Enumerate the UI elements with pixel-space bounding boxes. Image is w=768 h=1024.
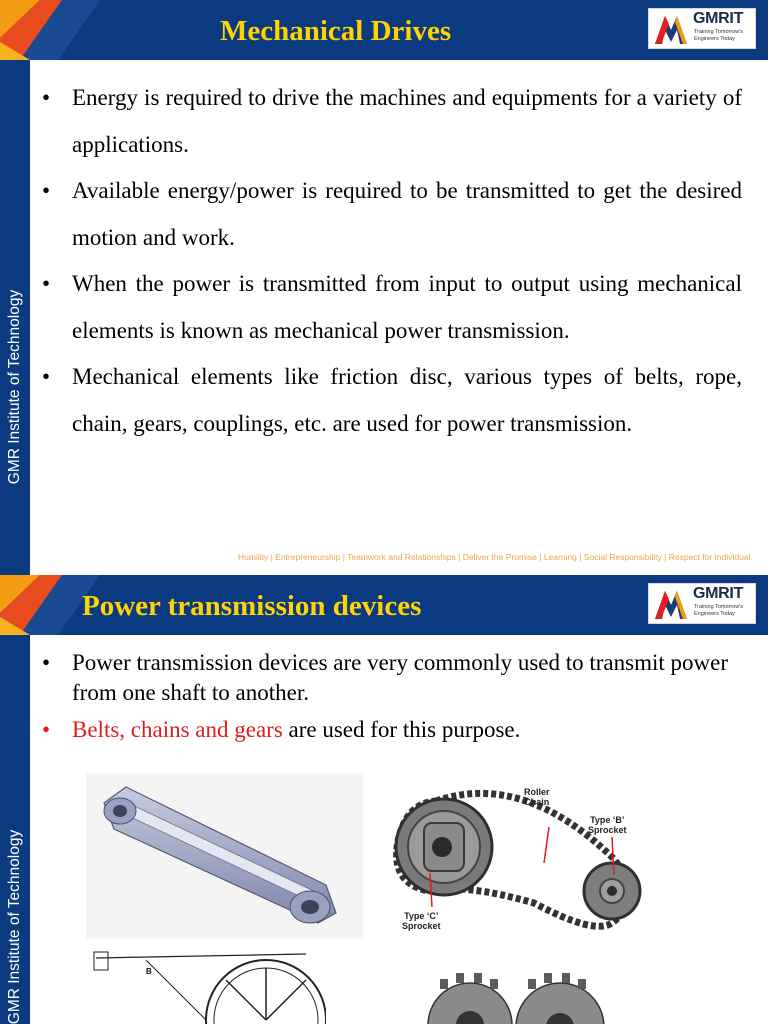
sidebar-top xyxy=(0,635,30,770)
logo-name: GMRIT xyxy=(693,585,744,602)
chain-drive-image xyxy=(384,773,666,939)
roller-chain-label: Roller Chain xyxy=(524,787,550,807)
logo-name: GMRIT xyxy=(693,10,744,27)
type-b-sprocket-label: Type ‘B’ Sprocket xyxy=(588,815,627,835)
gmrit-logo xyxy=(648,8,756,49)
bullet-item: • Power transmission devices are very commonly used to transmit power from one shaft to another. xyxy=(40,648,742,708)
rope-drive-image xyxy=(86,950,326,1024)
slide-content xyxy=(40,75,742,447)
logo-mark-icon xyxy=(653,12,689,46)
bullet-text: are used for this purpose. xyxy=(282,717,521,742)
slide-title: Power transmission devices xyxy=(82,590,422,622)
bullet-item: • Energy is required to drive the machines and equipments for a variety of applications. xyxy=(40,75,742,168)
bullet-item: • When the power is transmitted from input to output using mechanical elements is known as mechanical power transmission. xyxy=(40,261,742,354)
sidebar-bottom: GMR Institute of Technology xyxy=(0,200,30,575)
slide-header xyxy=(0,575,768,635)
slide-content xyxy=(40,648,742,752)
bullet-item xyxy=(40,715,742,745)
logo-tagline: Training Tomorrow's Engineers Today xyxy=(694,29,744,42)
belt-drive-image xyxy=(86,773,363,939)
slide-power-transmission xyxy=(0,575,768,1024)
rope-label-b: B xyxy=(146,967,152,976)
highlight-text: Belts, chains and gears xyxy=(72,717,283,742)
sidebar-top xyxy=(0,60,30,200)
logo-mark-icon xyxy=(653,587,689,621)
slide-header xyxy=(0,0,768,60)
bullet-list xyxy=(40,75,742,447)
bullet-item: • Available energy/power is required to be transmitted to get the desired motion and work. xyxy=(40,168,742,261)
bullet-item: • Mechanical elements like friction disc, various types of belts, rope, chain, gears, couplings, etc. are used for power transmission. xyxy=(40,354,742,447)
bullet-list xyxy=(40,648,742,745)
gears-image xyxy=(420,965,610,1024)
slide-title: Mechanical Drives xyxy=(220,15,452,47)
type-c-sprocket-label: Type ‘C’ Sprocket xyxy=(402,911,441,931)
header-triangle-decoration xyxy=(0,0,110,60)
logo-tagline: Training Tomorrow's Engineers Today xyxy=(694,604,744,617)
gmrit-logo xyxy=(648,583,756,624)
sidebar-bottom: GMR Institute of Technology xyxy=(0,770,30,1024)
institute-values-footer: Humility | Entrepreneurship | Teamwork and Relationships | Deliver the Promise | Learning | Social Responsibility | Respect for Individual xyxy=(238,552,751,562)
